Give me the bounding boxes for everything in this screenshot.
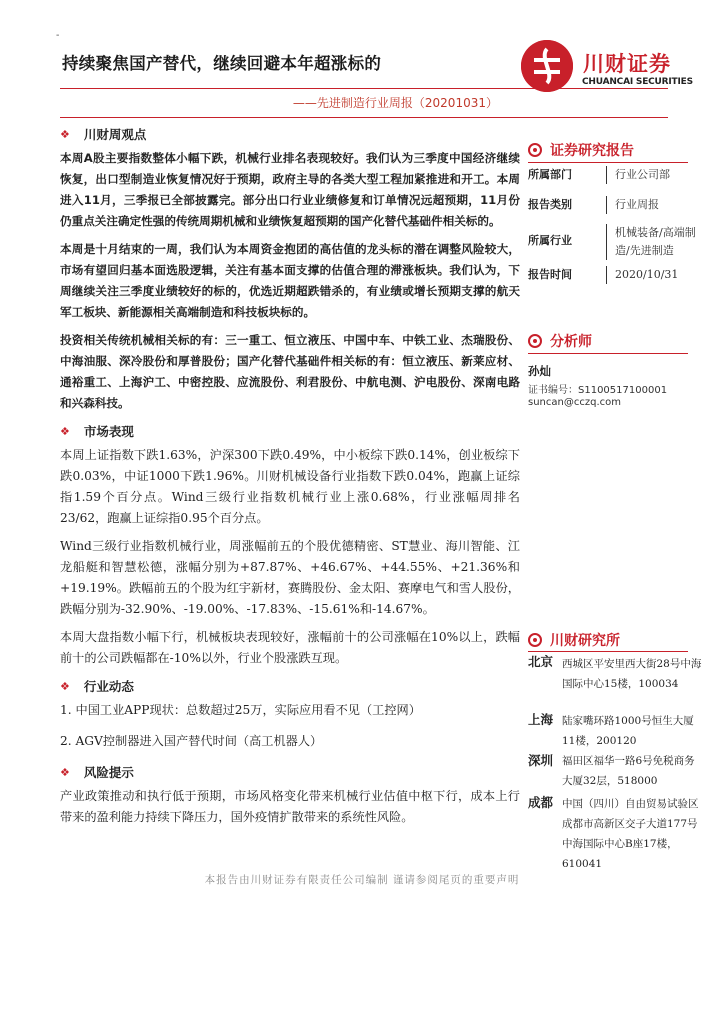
target-icon <box>528 633 542 647</box>
diamond-bullet-icon: ❖ <box>60 128 70 141</box>
info-row <box>528 266 698 286</box>
header-dash: - <box>56 30 60 41</box>
section-title: 川财周观点 <box>83 127 147 142</box>
side-divider <box>528 353 688 354</box>
section-header <box>60 124 520 145</box>
paragraph: 本周A股主要指数整体小幅下跌，机械行业排名表现较好。我们认为三季度中国经济继续恢复，出口型制造业恢复情况好于预期，政府主导的各类大型工程加紧推进和开工。本周进入11月，三季报已全部披露完。部分出口行业业绩修复和订单情况远超预期，11月份仍重点关注确定性强的传统周期机械和业绩恢复超预期的国产化替代基础件相关标的。 <box>60 151 520 228</box>
logo-icon <box>521 40 573 92</box>
paragraph: 本周是十月结束的一周，我们认为本周资金抱团的高估值的龙头标的潜在调整风险较大，市场有望回归基本面选股逻辑，关注有基本面支撑的估值合理的滞涨板块。我们认为，下周继续关注三季度业绩较好的标的，优选近期超跌错杀的，有业绩或增长预期支撑的航天军工板块、新能源相关高端制造和科技板块标的。 <box>60 242 520 319</box>
info-row <box>528 196 698 216</box>
city-label: 上海 <box>528 712 554 727</box>
info-value: 机械装备/高端制造/先进制造 <box>606 224 701 260</box>
section-title: 市场表现 <box>83 424 134 439</box>
side-section-header <box>528 331 592 351</box>
info-row <box>528 166 698 186</box>
paragraph: 投资相关传统机械相关标的有：三一重工、恒立液压、中国中车、中铁工业、杰瑞股份、中海油服、深冷股份和厚普股份；国产化替代基础件相关标的有：恒立液压、新莱应材、通裕重工、上海沪工、中密控股、应流股份、利君股份、中航电测、沪电股份、深南电路和兴森科技。 <box>60 333 520 410</box>
analyst-name: 孙灿 <box>528 364 551 378</box>
diamond-bullet-icon: ❖ <box>60 425 70 438</box>
info-label: 报告类别 <box>528 198 572 211</box>
info-label: 所属部门 <box>528 168 572 181</box>
info-value: 2020/10/31 <box>606 266 678 284</box>
paragraph: Wind三级行业指数机械行业，周涨幅前五的个股优德精密、ST慧业、海川智能、江龙船艇和智慧松德，涨幅分别为+87.87%、+46.67%、+44.55%、+21.36%和+19.19%。跌幅前五的个股为红宇新材，赛腾股份、金太阳、赛摩电气和雪人股份，跌幅分别为-32.90%、-19.00%、-17.83%、-15.61%和-14.67%。 <box>60 539 520 616</box>
info-label: 所属行业 <box>528 234 572 247</box>
main-column <box>60 124 520 835</box>
side-section-title: 证券研究报告 <box>550 143 634 159</box>
logo-text-en: CHUANCAI SECURITIES <box>582 77 693 87</box>
info-label: 报告时间 <box>528 268 572 281</box>
side-section-title: 川财研究所 <box>550 633 620 649</box>
paragraph: 产业政策推动和执行低于预期，市场风格变化带来机械行业估值中枢下行，成本上行带来的盈利能力持续下降压力，国外疫情扩散带来的系统性风险。 <box>60 789 520 824</box>
city-label: 北京 <box>528 654 554 669</box>
address-text: 福田区福华一路6号免税商务大厦32层，518000 <box>562 755 695 787</box>
list-item: 1. 中国工业APP现状：总数超过25万，实际应用看不见（工控网） <box>60 703 421 717</box>
address-text: 西城区平安里西大街28号中海国际中心15楼，100034 <box>562 658 702 690</box>
section-header <box>60 676 520 697</box>
side-divider <box>528 162 688 163</box>
section-title: 风险提示 <box>83 765 134 780</box>
side-section-header <box>528 140 634 160</box>
address-text: 中国（四川）自由贸易试验区成都市高新区交子大道177号中海国际中心B座17楼，610041 <box>562 798 699 870</box>
target-icon <box>528 334 542 348</box>
list-item: 2. AGV控制器进入国产替代时间（高工机器人） <box>60 734 323 748</box>
target-icon <box>528 143 542 157</box>
analyst-cert: 证书编号：S1100517100001 <box>528 385 668 396</box>
city-label: 成都 <box>528 795 554 810</box>
info-value: 行业周报 <box>606 196 659 214</box>
diamond-bullet-icon: ❖ <box>60 766 70 779</box>
report-title: 持续聚焦国产替代，继续回避本年超涨标的 <box>62 54 382 73</box>
section-header <box>60 762 520 783</box>
header-divider-bottom <box>60 117 668 118</box>
logo-text-cn: 川财证券 <box>583 52 671 76</box>
address-text: 陆家嘴环路1000号恒生大厦11楼，200120 <box>562 715 694 747</box>
section-header <box>60 421 520 442</box>
paragraph: 本周上证指数下跌1.63%，沪深300下跌0.49%，中小板综下跌0.14%，创业板综下跌0.03%，中证1000下跌1.96%。川财机械设备行业指数下跌0.04%，跑赢上证综指1.59个百分点。Wind三级行业指数机械行业上涨0.68%，行业涨幅周排名23/62，跑赢上证综指0.95个百分点。 <box>60 448 520 525</box>
side-section-header <box>528 630 620 650</box>
info-value: 行业公司部 <box>606 166 670 184</box>
header-divider <box>60 88 668 89</box>
paragraph: 本周大盘指数小幅下行，机械板块表现较好，涨幅前十的公司涨幅在10%以上，跌幅前十的公司跌幅都在-10%以外，行业个股涨跌互现。 <box>60 630 520 665</box>
city-label: 深圳 <box>528 753 554 768</box>
diamond-bullet-icon: ❖ <box>60 680 70 693</box>
section-title: 行业动态 <box>83 679 134 694</box>
footer-disclaimer: 本报告由川财证券有限责任公司编制 谨请参阅尾页的重要声明 <box>204 874 520 886</box>
analyst-email[interactable]: suncan@cczq.com <box>528 397 621 408</box>
report-subtitle: ——先进制造行业周报（20201031） <box>292 96 498 110</box>
side-section-title: 分析师 <box>550 334 592 350</box>
